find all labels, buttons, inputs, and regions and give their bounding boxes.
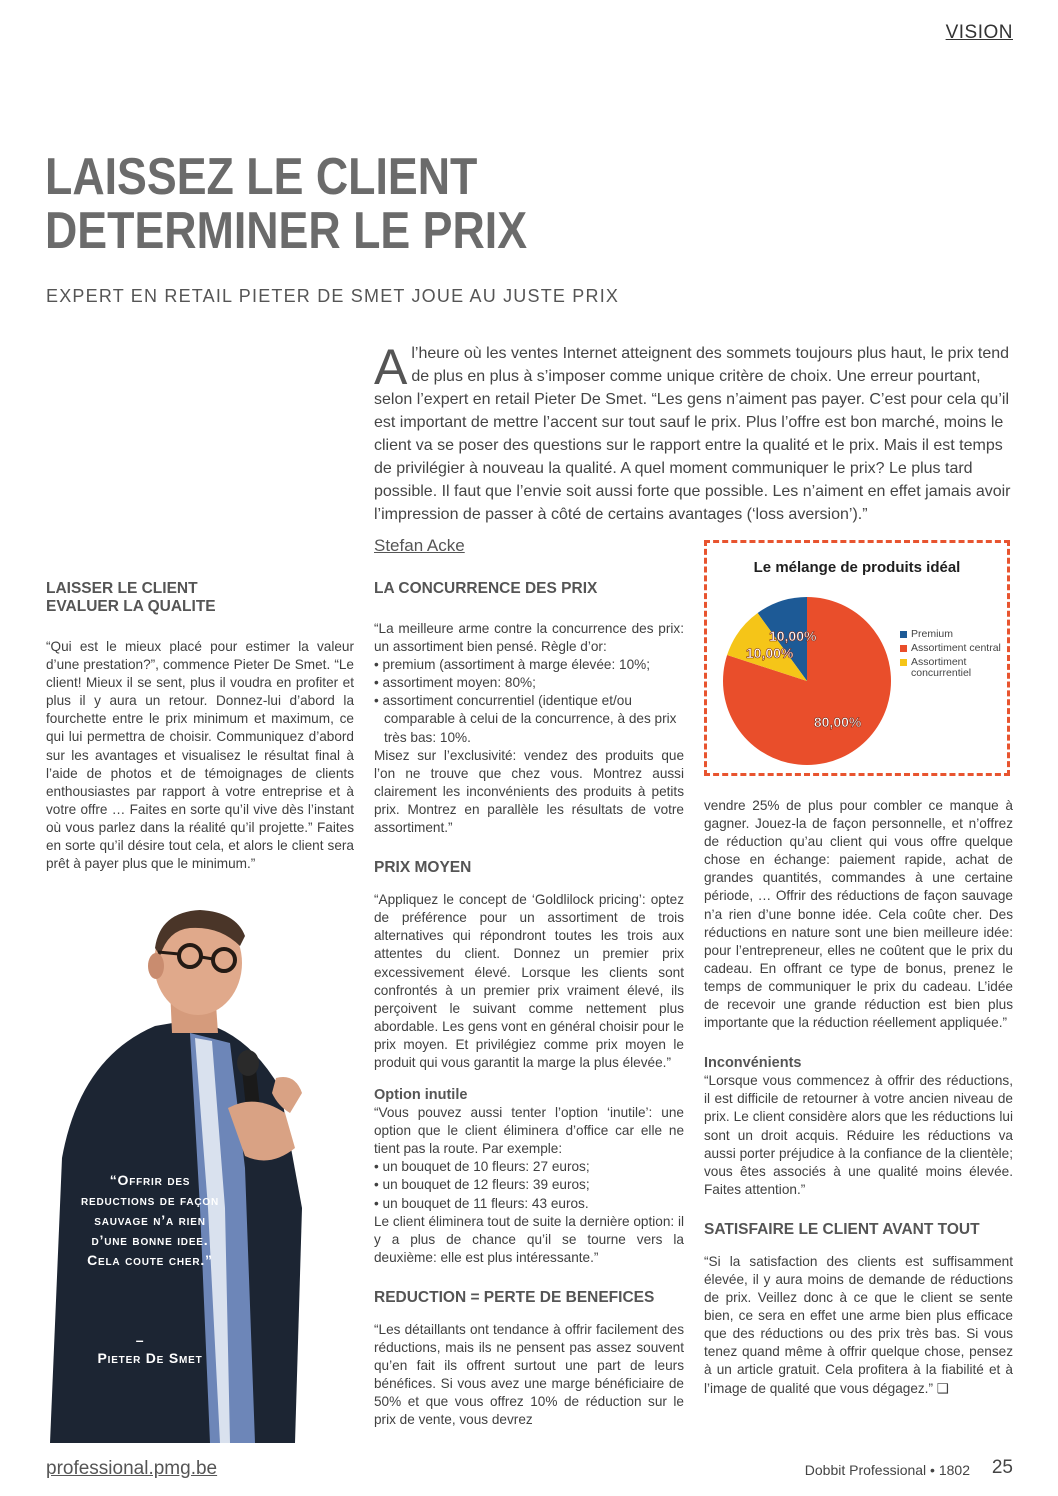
col3-paragraph-3: “Si la satisfaction des clients est suffisamment élevée, il y aura moins de demande de réductions de prix. Veillez donc à ce que le client se sente bien, ce sera en effet une arme bien plus efficace que des réductions ou des prix très bas. Si vous tenez quand même à offrir quelque chose, pensez à un article gratuit. Cela profitera à la fiabilité et à l’image de qualité que vous dégagez.” ❑ xyxy=(704,1253,1013,1396)
footer-publication: Dobbit Professional • 1802 xyxy=(804,1462,970,1478)
column-3 xyxy=(704,797,1013,1398)
col2-bullet-bouquet-12: • un bouquet de 12 fleurs: 39 euros; xyxy=(374,1177,590,1193)
author-byline: Stefan Acke xyxy=(374,536,465,555)
col2-heading-prix-moyen: PRIX MOYEN xyxy=(374,859,472,877)
legend-item-central xyxy=(900,643,1007,654)
col2-bullet-moyen: • assortiment moyen: 80%; xyxy=(374,675,536,691)
col3-heading-inconvenients: Inconvénients xyxy=(704,1055,802,1072)
col2-paragraph-4: “Vous pouvez aussi tenter l’option ‘inutile’: une option que le client éliminera d’office car elle ne tient pas la route. Par exemple: xyxy=(374,1105,684,1157)
footer-url-link[interactable]: professional.pmg.be xyxy=(46,1458,218,1479)
article-title xyxy=(45,150,647,258)
col2-bullet-bouquet-11: • un bouquet de 11 fleurs: 43 euros. xyxy=(374,1195,589,1211)
col2-paragraph-1: “La meilleure arme contre la concurrence des prix: un assortiment bien pensé. Règle d’or: xyxy=(374,621,684,655)
legend-swatch-premium xyxy=(900,631,907,638)
pull-quote-dash: – xyxy=(135,1332,145,1348)
col1-heading-line-2: EVALUER LA QUALITE xyxy=(46,598,216,615)
section-tag: VISION xyxy=(945,22,1013,43)
col2-bullet-concurrentiel: • assortiment concurrentiel (identique et/ou comparable à celui de la concurrence, à des prix très bas: 10%. xyxy=(374,693,677,745)
col2-paragraph-5: Le client éliminera tout de suite la dernière option: il y a plus de chance qu’il se tourne vers la deuxième: elle est plus intéressante.” xyxy=(374,1213,684,1265)
pie-label-2: 80,00% xyxy=(813,714,862,731)
pie-label-1: 10,00% xyxy=(768,628,817,645)
title-line-1: LAISSEZ LE CLIENT xyxy=(45,148,478,206)
chart-title: Le mélange de produits idéal xyxy=(753,559,961,576)
column-2 xyxy=(374,580,684,1429)
pie-chart xyxy=(717,587,897,767)
article-subtitle: EXPERT EN RETAIL PIETER DE SMET JOUE AU JUSTE PRIX xyxy=(46,286,620,306)
legend-item-concurrentiel xyxy=(900,657,1007,679)
col2-heading-reduction: REDUCTION = PERTE DE BENEFICES xyxy=(374,1288,655,1306)
legend-label-concurrentiel: Assortiment concurrentiel xyxy=(911,656,972,679)
col2-bullet-bouquet-10: • un bouquet de 10 fleurs: 27 euros; xyxy=(374,1159,590,1175)
column-1 xyxy=(46,580,354,873)
col3-heading-satisfaire: SATISFAIRE LE CLIENT AVANT TOUT xyxy=(704,1220,980,1238)
chart-box xyxy=(704,540,1010,776)
lead-text: l’heure où les ventes Internet atteignent des sommets toujours plus haut, le prix tend de plus en plus à s’imposer comme unique critère de choix. Une erreur pourtant, selon l’expert en retail Pieter De Smet. “Les gens n’aiment pas payer. C’est pour cela qu’il est important de mettre l’accent sur tout sauf le prix. Plus l’offre est bon marché, moins le client va se poser des questions sur le rapport entre la qualité et le prix. Mais il est temps de privilégier à nouveau la qualité. A quel moment communiquer le prix? Le plus tard possible. Il faut que l’envie soit aussi forte que possible. Les n’aiment en effet jamais avoir l’impression de passer à côté de certains avantages (‘loss aversion’).” xyxy=(374,345,1011,523)
col1-heading-line-1: LAISSER LE CLIENT xyxy=(46,580,198,597)
col3-paragraph-2: “Lorsque vous commencez à offrir des réductions, il est difficile de retourner à votre ancien niveau de prix. Le client considère alors que les réductions lui sont un droit acquis. Réduire les réductions va aussi porter préjudice à la confiance de la clientèle; vous êtes associés à une qualité moins élevée. Faites attention.” xyxy=(704,1073,1013,1197)
col2-paragraph-3: “Appliquez le concept de ‘Goldlilock pricing’: optez de préférence pour un assortiment de trois alternatives qui répondront toutes les trois aux attentes du client. Donnez un premier prix excessivement élevé. Lorsque les clients sont confrontés à un premier prix vraiment élevé, ils perçoivent le suivant comme nettement plus abordable. Les gens vont en général choisir pour le prix moyen. Et privilégiez comme prix moyen le produit qui vous garantit la marge la plus élevée.” xyxy=(374,892,684,1070)
col3-paragraph-1: vendre 25% de plus pour combler ce manque à gagner. Jouez-la de façon personnelle, et n’offrez de réduction qu’au client qui vous offre quelque chose en échange: paiement rapide, achat de grandes quantités, commandes à une certaine période, … Offrir des réductions de façon sauvage n’a rien d’une bonne idée. Cela coûte cher. Des réductions en nature sont une bien meilleure idée: pour l’entrepreneur, elles ne coûtent que le prix du cadeau. En offrant ce type de bonus, prenez le temps de communiquer le prix du cadeau. L’idée de recevoir une grande réduction est bien plus importante que la réduction réellement appliquée.” xyxy=(704,798,1013,1031)
col2-bullet-premium: • premium (assortiment à marge élevée: 10%; xyxy=(374,657,650,673)
drop-cap: A xyxy=(374,339,408,395)
col2-heading-concurrence: LA CONCURRENCE DES PRIX xyxy=(374,580,598,597)
page-number: 25 xyxy=(991,1457,1013,1478)
pie-label-3: 10,00% xyxy=(745,644,794,661)
lead-paragraph xyxy=(374,339,1012,526)
col2-paragraph-6: “Les détaillants ont tendance à offrir facilement des réductions, mais ils ne pensent pas assez souvent qu’en fait ils offrent surtout une part de leurs bénéfices. Si vous avez une marge bénéficiaire de 50% et que vous offrez 10% de réduction sur le prix de vente, vous devrez xyxy=(374,1321,684,1428)
legend-item-premium xyxy=(900,629,1007,640)
pull-quote-author: Pieter De Smet xyxy=(97,1350,203,1366)
col1-heading xyxy=(46,580,354,616)
chart-legend xyxy=(900,629,1007,682)
col2-heading-option-inutile: Option inutile xyxy=(374,1087,468,1104)
title-line-2: DETERMINER LE PRIX xyxy=(45,202,528,260)
legend-swatch-concurrentiel xyxy=(900,659,907,666)
legend-swatch-central xyxy=(900,645,907,652)
legend-label-premium: Premium xyxy=(911,628,954,640)
pull-quote: “Offrir des reductions de façon sauvage n’a rien d’une bonne idee. Cela coute cher.” xyxy=(81,1172,219,1268)
col2-paragraph-2: Misez sur l’exclusivité: vendez des produits que l’on ne trouve que chez vous. Montrez aussi clairement les inconvénients des produits à petits prix. Montrez en parallèle les résultats de votre assortiment.” xyxy=(374,747,684,836)
legend-label-central: Assortiment central xyxy=(911,642,1001,654)
col1-paragraph: “Qui est le mieux placé pour estimer la valeur d’une prestation?”, commence Pieter De Smet. “Le client! Mieux il se sent, plus il voudra en profiter et plus il y aura un retour. Donnez-lui d’abord la fourchette entre le prix minimum et maximum, ce qui lui permettra de choisir. Communiquez d’abord sur les avantages et visualisez le résultat final à l’aide de photos et de témoignages de clients enthousiastes par rapport à votre entreprise et à votre offre … Faites en sorte qu’il vive dès l’instant où vous parlez dans la réalité qu’il projette.” Faites en sorte qu’il désire tout cela, et alors le client sera prêt à payer plus que le minimum.” xyxy=(46,639,354,872)
